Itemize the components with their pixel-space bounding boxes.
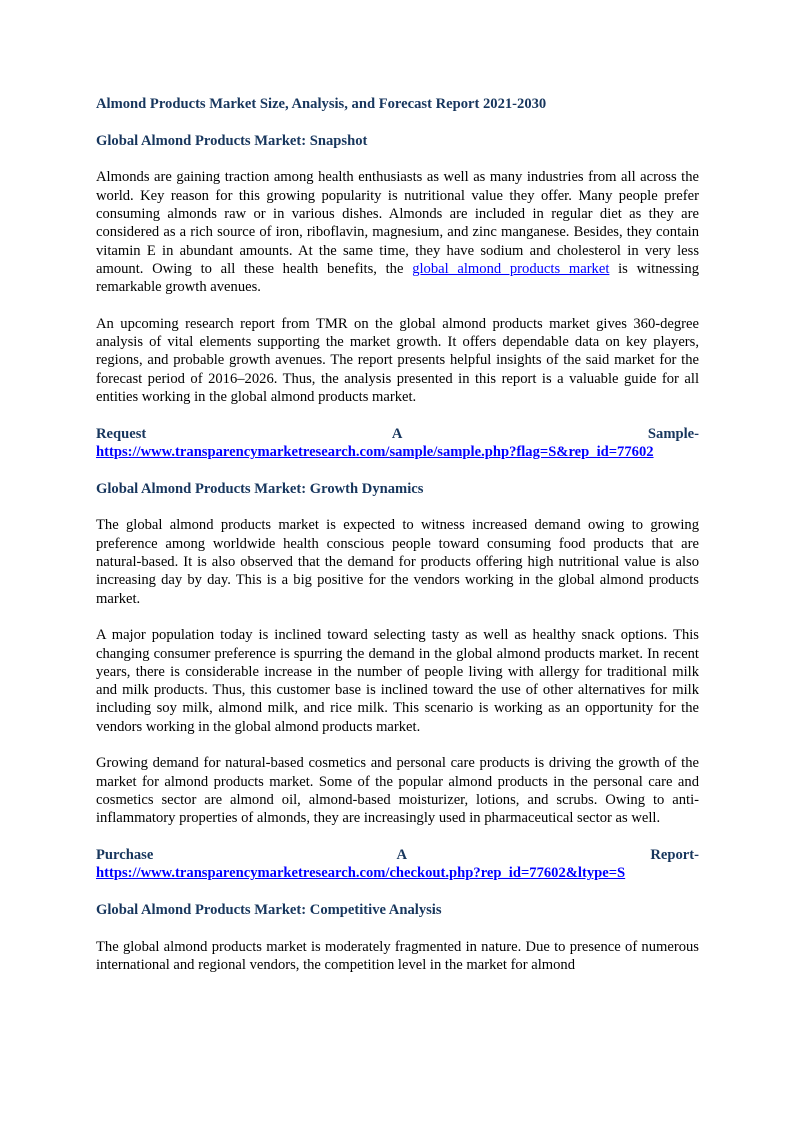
growth-dynamics-heading: Global Almond Products Market: Growth Dynamics [96, 480, 424, 497]
report-word: Report- [650, 847, 699, 864]
sample-word: Sample- [647, 425, 699, 442]
competitive-paragraph-1: The global almond products market is moderately fragmented in nature. Due to presence of numerous international and regional vendors, the competition level in the market for almond [96, 938, 699, 973]
a-word: A [396, 847, 408, 864]
purchase-report-block [96, 846, 699, 883]
request-sample-label [96, 425, 699, 443]
document-title: Almond Products Market Size, Analysis, and Forecast Report 2021-2030 [96, 96, 547, 112]
snapshot-paragraph-2: An upcoming research report from TMR on the global almond products market gives 360-degree analysis of vital elements supporting the market growth. It offers dependable data on key players, regions, and probable growth avenues. The report presents helpful insights of the said market for the forecast period of 2016–2026. Thus, the analysis presented in this report is a valuable guide for all entities working in the global almond products market. [96, 315, 699, 406]
purchase-report-link[interactable]: https://www.transparencymarketresearch.com/checkout.php?rep_id=77602&ltype=S [96, 865, 626, 882]
request-word: Request [96, 425, 147, 442]
competitive-analysis-heading: Global Almond Products Market: Competitive Analysis [96, 902, 442, 918]
document-page [96, 95, 699, 993]
snapshot-heading: Global Almond Products Market: Snapshot [96, 132, 368, 149]
growth-paragraph-1: The global almond products market is expected to witness increased demand owing to growing preference among worldwide health conscious people toward consuming food products that are natural-based. It is also observed that the demand for products offering high nutritional value is also increasing day by day. This is a big positive for the vendors working in the global almond products market. [96, 517, 699, 607]
purchase-report-label [96, 846, 699, 864]
snapshot-p1-text-before: Almonds are gaining traction among health enthusiasts as well as many industries from all across the world. Key reason for this growing popularity is nutritional value they offer. Many people prefer consuming almonds raw or in various dishes. Almonds are included in regular diet as they are considered as a rich source of iron, riboflavin, magnesium, and zinc manganese. Besides, they contain vitamin E in abundant amounts. At the same time, they have sodium and cholesterol in very less amount. Owing to all these health benefits, the [96, 169, 699, 277]
snapshot-paragraph-1 [96, 168, 699, 296]
growth-paragraph-2: A major population today is inclined toward selecting tasty as well as healthy snack options. This changing consumer preference is spurring the demand in the global almond products market. In recent years, there is considerable increase in the number of people living with allergy for traditional milk and milk products. Thus, this customer base is inclined toward the use of other alternatives for milk including soy milk, almond milk, and rice milk. This scenario is working as an opportunity for the vendors working in the global almond products market. [96, 627, 699, 735]
growth-paragraph-3: Growing demand for natural-based cosmetics and personal care products is driving the growth of the market for almond products market. Some of the popular almond products in the personal care and cosmetics sector are almond oil, almond-based moisturizer, lotions, and scrubs. Owing to anti-inflammatory properties of almonds, they are increasingly used in pharmaceutical sector as well. [96, 755, 699, 827]
request-sample-block [96, 425, 699, 462]
global-almond-products-market-link[interactable]: global almond products market [412, 260, 610, 277]
purchase-word: Purchase [96, 847, 154, 864]
sample-request-link[interactable]: https://www.transparencymarketresearch.com/sample/sample.php?flag=S&rep_id=77602 [96, 444, 654, 461]
a-word: A [391, 425, 403, 442]
snapshot-p1-text-after: is witnessing remarkable growth avenues. [96, 260, 699, 296]
